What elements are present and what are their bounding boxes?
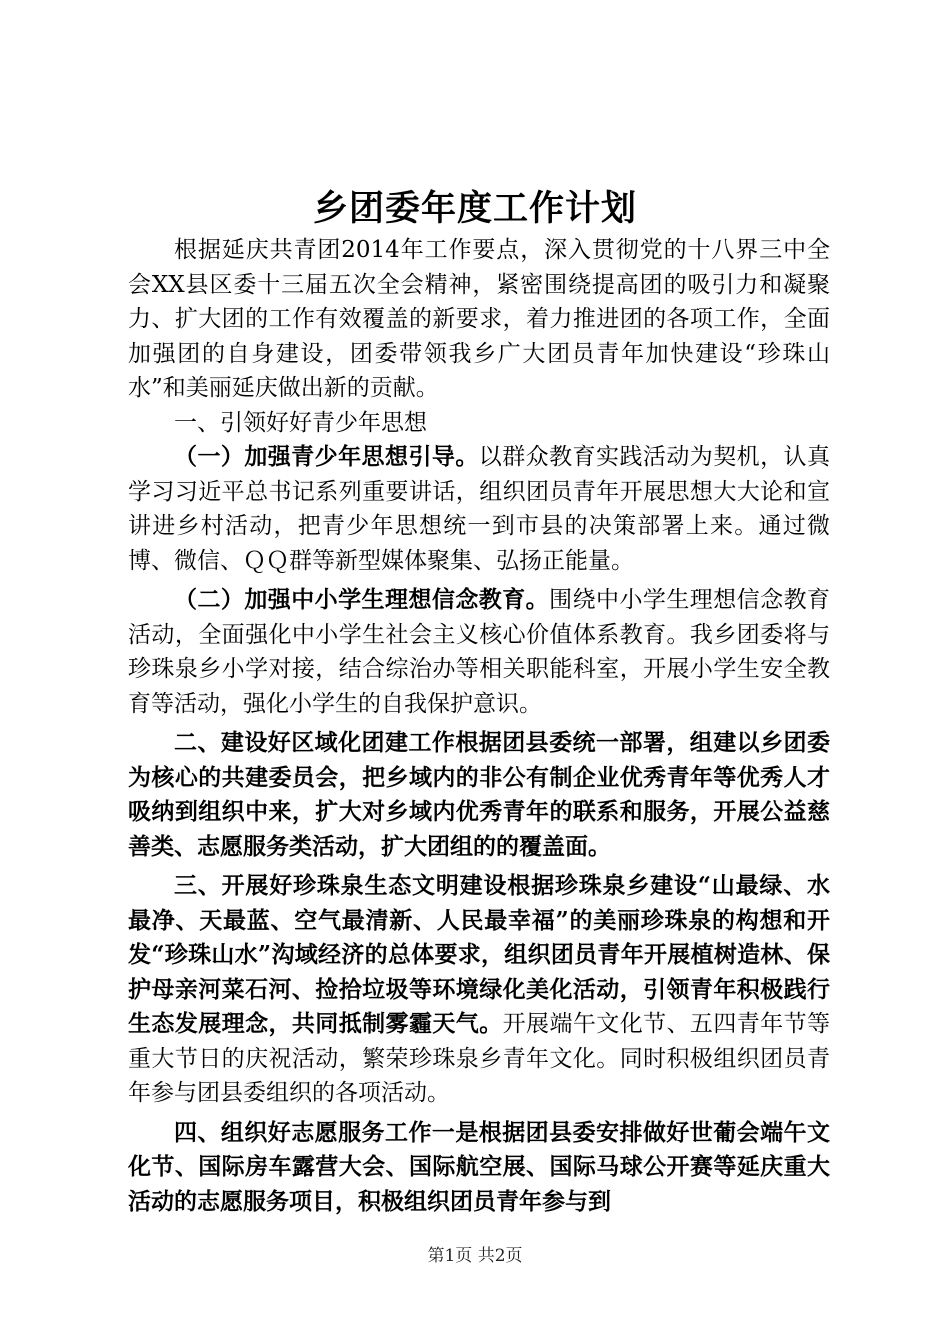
page-number-footer: 第1页 共2页 bbox=[427, 1246, 523, 1266]
section-1-paragraph-1 bbox=[128, 440, 830, 578]
document-title: 乡团委年度工作计划 bbox=[312, 188, 637, 229]
section-1-heading: 一、引领好好青少年思想 bbox=[174, 409, 427, 436]
section-3-paragraph bbox=[128, 869, 830, 1111]
section-3-bold-text: 三、开展好珍珠泉生态文明建设根据珍珠泉乡建设“山最绿、水最净、天最蓝、空气最清新、人民最幸福”的美丽珍珠泉的构想和开发“珍珠山水”沟域经济的总体要求，组织团员青年开展植树造林、保护母亲河菜石河、捡拾垃圾等环境绿化美化活动，引领青年积极践行生态发展理念，共同抵制雾霾天气。 bbox=[128, 872, 830, 1037]
section-2-paragraph: 二、建设好区域化团建工作根据团县委统一部署，组建以乡团委为核心的共建委员会，把乡域内的非公有制企业优秀青年等优秀人才吸纳到组织中来，扩大对乡域内优秀青年的联系和服务，开展公益慈善类、志愿服务类活动，扩大团组的的覆盖面。 bbox=[128, 729, 830, 860]
section-1-1-heading: （一）加强青少年思想引导。 bbox=[174, 443, 479, 470]
intro-paragraph: 根据延庆共青团2014年工作要点，深入贯彻党的十八界三中全会XX县区委十三届五次全会精神，紧密围绕提高团的吸引力和凝聚力、扩大团的工作有效覆盖的新要求，着力推进团的各项工作，全面加强团的自身建设，团委带领我乡广大团员青年加快建设“珍珠山水”和美丽延庆做出新的贡献。 bbox=[128, 237, 830, 401]
section-1-2-heading: （二）加强中小学生理想信念教育。 bbox=[174, 586, 550, 613]
document-body bbox=[128, 233, 830, 1219]
section-1-2-text: 围绕中小学生理想信念教育活动，全面强化中小学生社会主义核心价值体系教育。我乡团委将与珍珠泉乡小学对接，结合综治办等相关职能科室，开展小学生安全教育等活动，强化小学生的自我保护意识。 bbox=[128, 587, 831, 717]
section-1-paragraph-2 bbox=[128, 583, 830, 721]
section-1-1-text: 以群众教育实践活动为契机，认真学习习近平总书记系列重要讲话，组织团员青年开展思想大大论和宣讲进乡村活动，把青少年思想统一到市县的决策部署上来。通过微博、微信、ＱＱ群等新型媒体聚集、弘扬正能量。 bbox=[128, 444, 831, 574]
section-3-text: 开展端午文化节、五四青年节等重大节日的庆祝活动，繁荣珍珠泉乡青年文化。同时积极组织团员青年参与团县委组织的各项活动。 bbox=[128, 1011, 831, 1106]
section-4-paragraph: 四、组织好志愿服务工作一是根据团县委安排做好世葡会端午文化节、国际房车露营大会、国际航空展、国际马球公开赛等延庆重大活动的志愿服务项目，积极组织团员青年参与到 bbox=[128, 1118, 830, 1215]
